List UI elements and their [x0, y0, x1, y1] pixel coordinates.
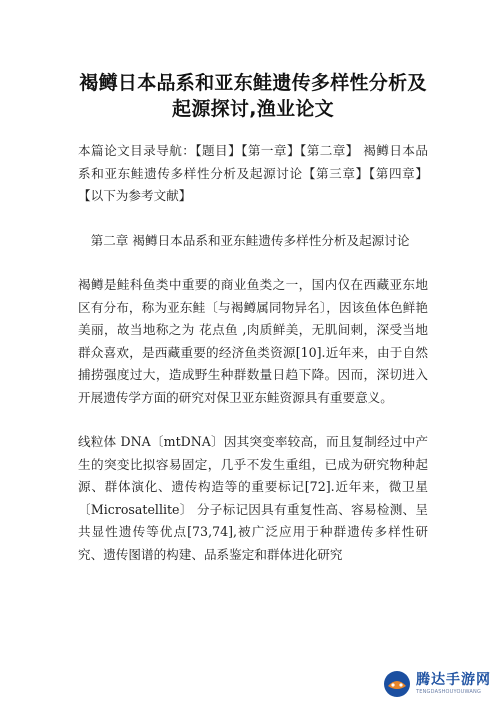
- body-paragraph-1: 褐鳟是鲑科鱼类中重要的商业鱼类之一，国内仅在西藏亚东地区有分布，称为亚东鲑〔与褐鳟属同物异名〕，因该鱼体色鲜艳美丽，故当地称之为 花点鱼 ,肉质鲜美，无肌间刺，深受当地群众喜欢，是西藏重要的经济鱼类资源[10].近年来，由于自然捕捞强度过大，造成野生种群数量日趋下降。因而，深切进入开展遗传学方面的研究对保卫亚东鲑资源具有重要意义。: [78, 277, 428, 405]
- toc-navigation: 本篇论文目录导航：【题目】【第一章】【第二章】 褐鳟日本品系和亚东鲑遗传多样性分析及起源讨论【第三章】【第四章】【以下为参考文献】: [78, 143, 428, 203]
- game-controller-logo-icon: [382, 669, 412, 699]
- watermark-subtitle: TENGDASHOUYOUWANG: [416, 689, 482, 695]
- document-title: 褐鳟日本品系和亚东鲑遗传多样性分析及起源探讨,渔业论文: [79, 72, 427, 120]
- chapter-heading: 第二章 褐鳟日本品系和亚东鲑遗传多样性分析及起源讨论: [90, 232, 410, 248]
- body-paragraph-2: 线粒体 DNA〔mtDNA〕因其突变率较高，而且复制经过中产生的突变比拟容易固定，几乎不发生重组，已成为研究物种起源、群体演化、遗传构造等的重要标记[72].近年来，微卫星〔Microsatellite〕 分子标记因具有重复性高、容易检测、呈共显性遗传等优点[73,74],被广泛应用于种群遗传多样性研究、遗传图谱的构建、品系鉴定和群体进化研究: [78, 434, 428, 562]
- watermark-name: 腾达手游网: [416, 672, 491, 688]
- site-watermark: [382, 667, 492, 701]
